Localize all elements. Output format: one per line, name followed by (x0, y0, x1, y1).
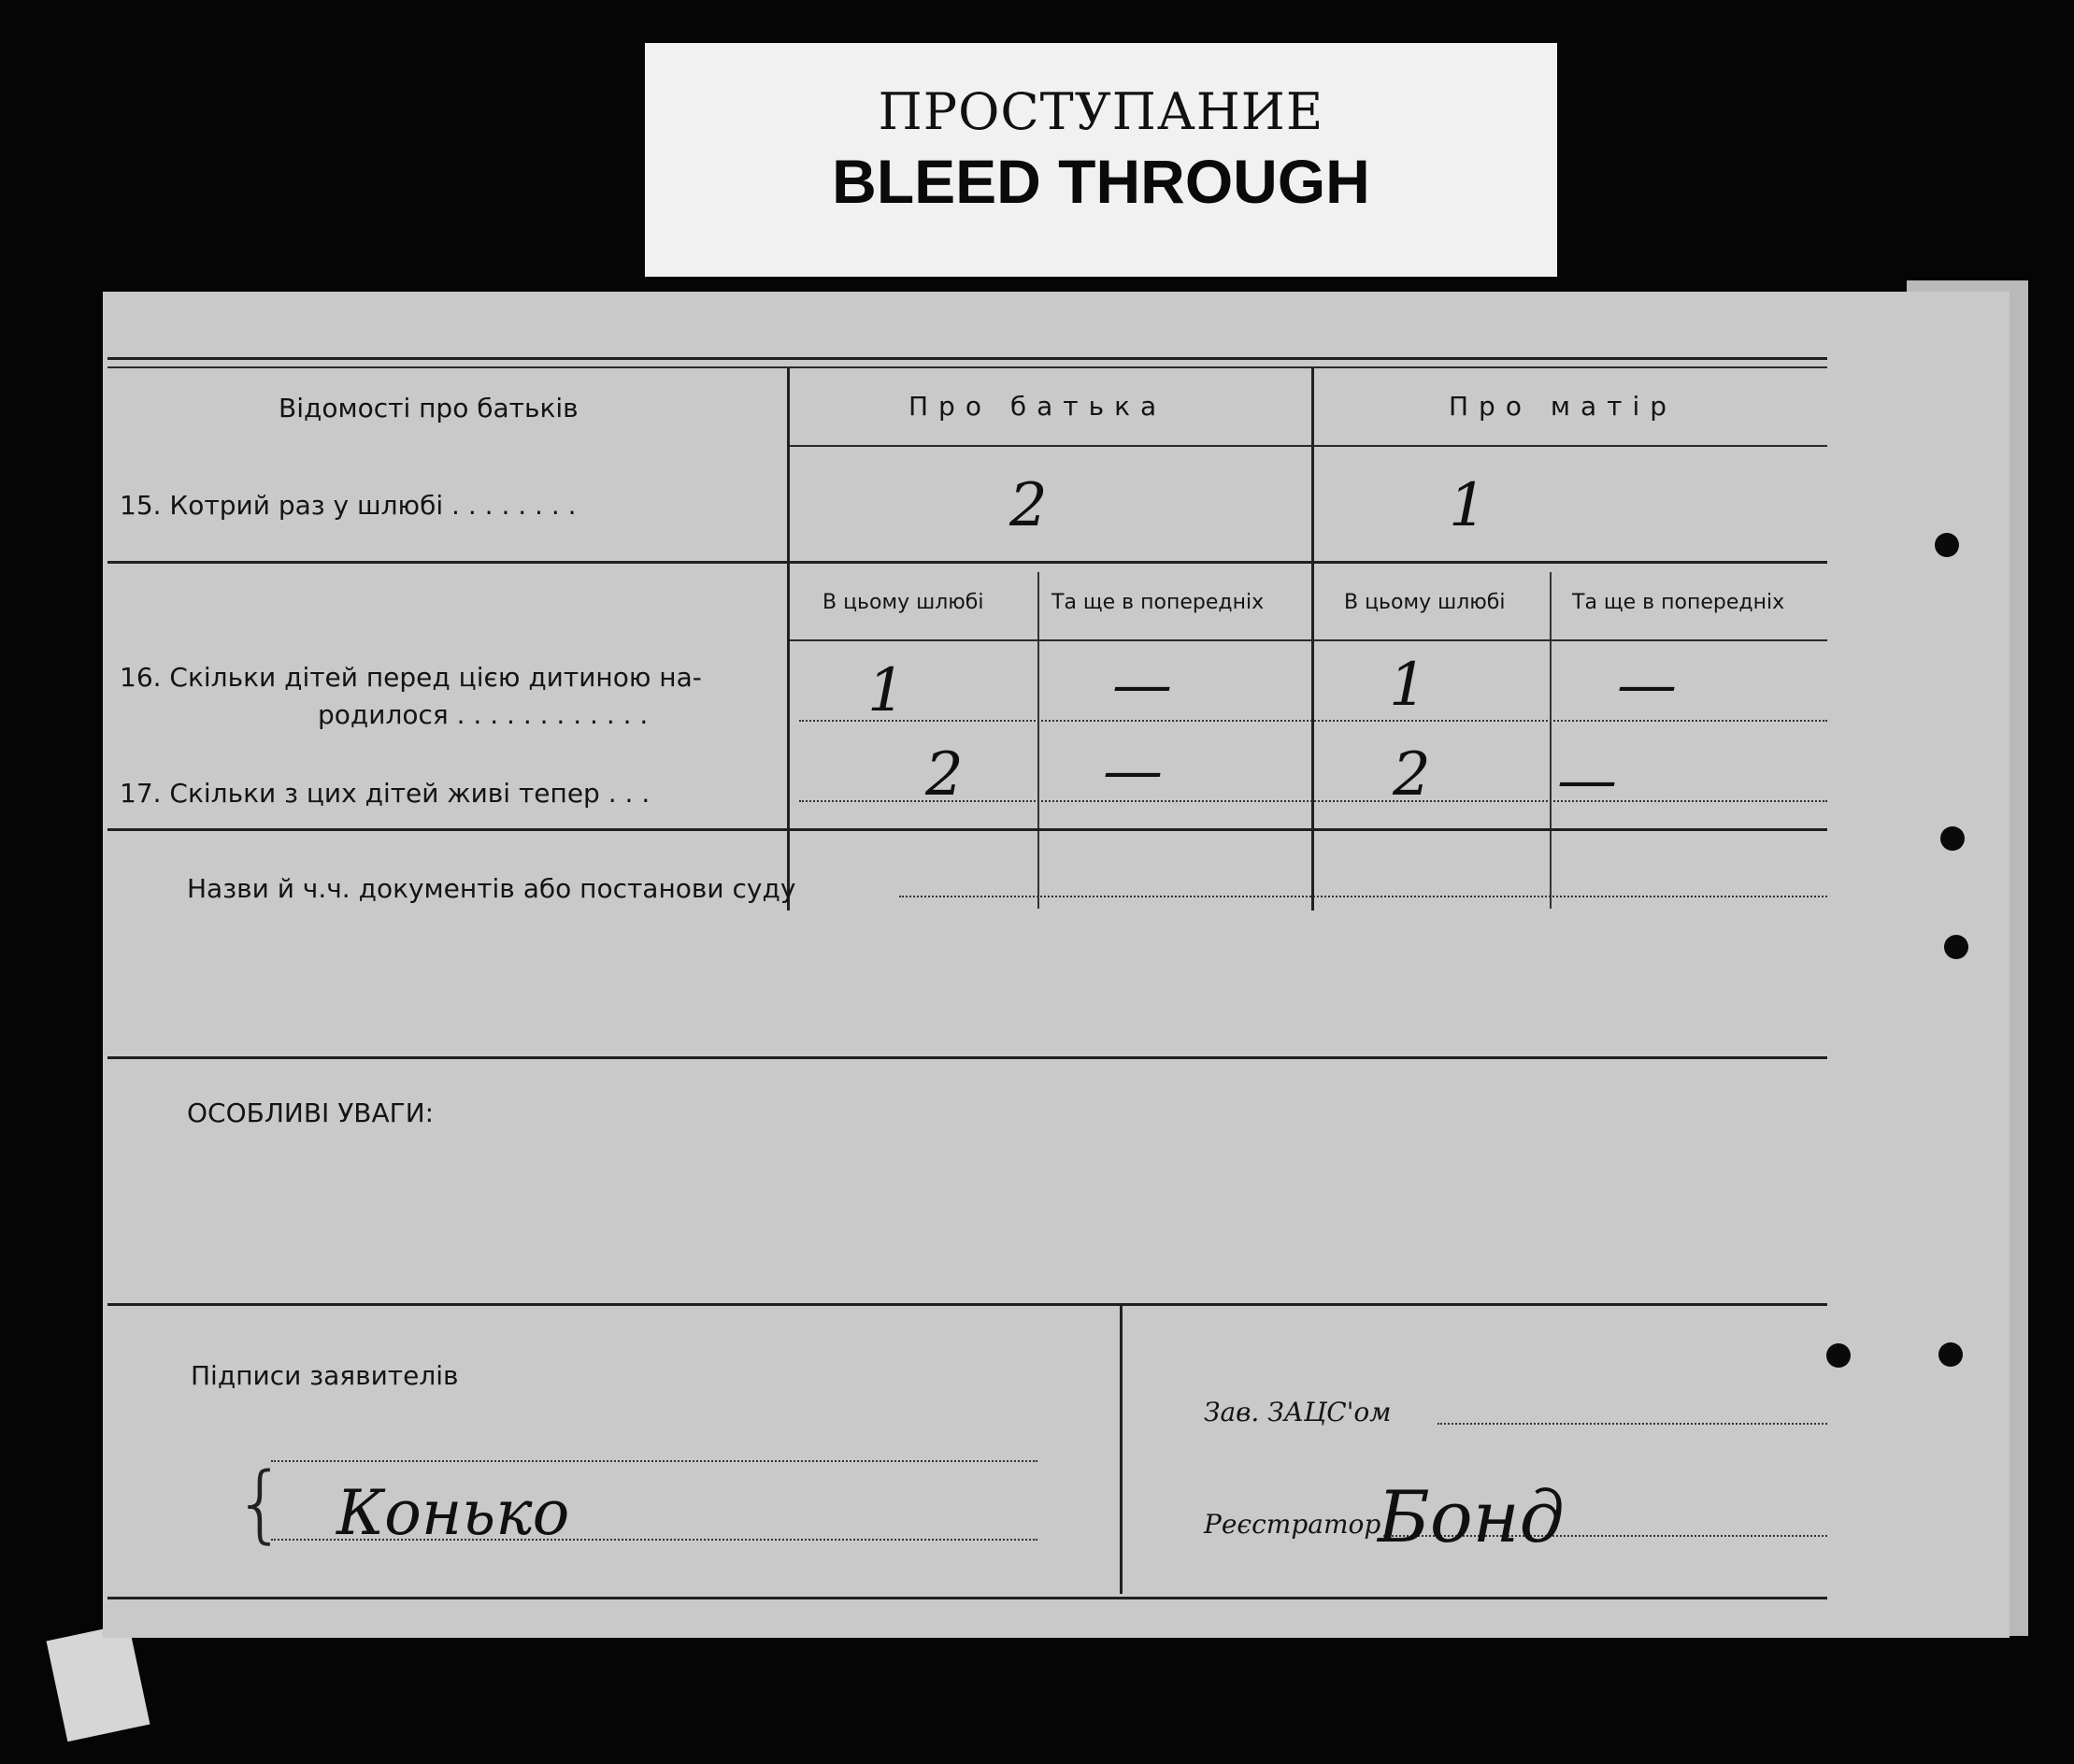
label-russian-text: ПРОСТУПАНИЕ (878, 82, 1324, 141)
applicant-signature: Конько (336, 1477, 570, 1549)
rule-top (107, 357, 1827, 360)
row16-label-line1: 16. Скільки дітей перед цією дитиною на- (120, 662, 702, 693)
row15-mother-value: 1 (1449, 471, 1487, 540)
row15-label: 15. Котрий раз у шлюбі . . . . . . . . (120, 490, 577, 521)
rule-bottom (107, 1597, 1827, 1599)
zags-head-dotted-line (1437, 1423, 1827, 1425)
row15-father-value: 2 (1009, 471, 1048, 540)
documents-label: Назви й ч.ч. документів або постанови суду (187, 873, 796, 904)
row17-father-this-value: 2 (925, 740, 964, 810)
rule-under-header (790, 445, 1827, 447)
special-notes-label: ОСОБЛИВІ УВАГИ: (187, 1097, 435, 1128)
rule-before-notes (107, 1056, 1827, 1059)
bleed-through-label-card (645, 43, 1557, 277)
signature-bracket: { (234, 1455, 288, 1553)
row17-mother-prev-value: — (1557, 746, 1617, 815)
col-separator-father-sub (1037, 572, 1039, 909)
registrar-label: Реєстратор (1204, 1509, 1381, 1540)
punch-hole-1 (1935, 533, 1959, 557)
header-father: Про батька (908, 391, 1167, 422)
rule-before-signatures (107, 1303, 1827, 1306)
subheader-mother-this-marriage: В цьому шлюбі (1344, 591, 1506, 614)
punch-hole-2 (1940, 826, 1965, 851)
punch-hole-5 (1938, 1342, 1963, 1367)
rule-under-subheaders (790, 639, 1827, 641)
row16-mother-this-value: 1 (1389, 651, 1427, 720)
applicant-signature-line-1 (271, 1460, 1037, 1462)
row17-mother-this-value: 2 (1393, 740, 1431, 810)
row16-mother-prev-value: — (1617, 651, 1677, 720)
registrar-signature: Бонд (1378, 1475, 1565, 1558)
punch-hole-3 (1944, 935, 1968, 959)
subheader-father-previous: Та ще в попередніх (1051, 591, 1265, 614)
row17-label: 17. Скільки з цих дітей живі тепер . . . (120, 778, 651, 809)
rule-after-row17 (107, 828, 1827, 831)
form-document (103, 292, 2010, 1638)
subheader-father-this-marriage: В цьому шлюбі (822, 591, 984, 614)
zags-head-label: Зав. ЗАЦС'ом (1204, 1397, 1392, 1427)
row16-father-this-value: 1 (867, 656, 906, 725)
applicant-signatures-label: Підписи заявителів (191, 1360, 459, 1391)
row17-dotted-line (799, 800, 1827, 802)
rule-after-row15 (107, 561, 1827, 564)
row16-father-prev-value: — (1112, 651, 1172, 720)
rule-top-2 (107, 366, 1827, 368)
header-mother: Про матір (1449, 391, 1678, 422)
row16-dotted-line (799, 720, 1827, 722)
row17-father-prev-value: — (1103, 737, 1163, 806)
subheader-mother-previous: Та ще в попередніх (1572, 591, 1785, 614)
documents-dotted-line (899, 896, 1827, 897)
col-separator-mother-sub (1550, 572, 1552, 909)
torn-paper-tab (47, 1624, 150, 1742)
row16-label-line2: родилося . . . . . . . . . . . . (318, 699, 649, 730)
punch-hole-4 (1826, 1343, 1851, 1368)
header-parents-info: Відомості про батьків (279, 393, 579, 423)
signature-section-divider (1120, 1306, 1123, 1594)
label-english-text: BLEED THROUGH (832, 147, 1370, 216)
